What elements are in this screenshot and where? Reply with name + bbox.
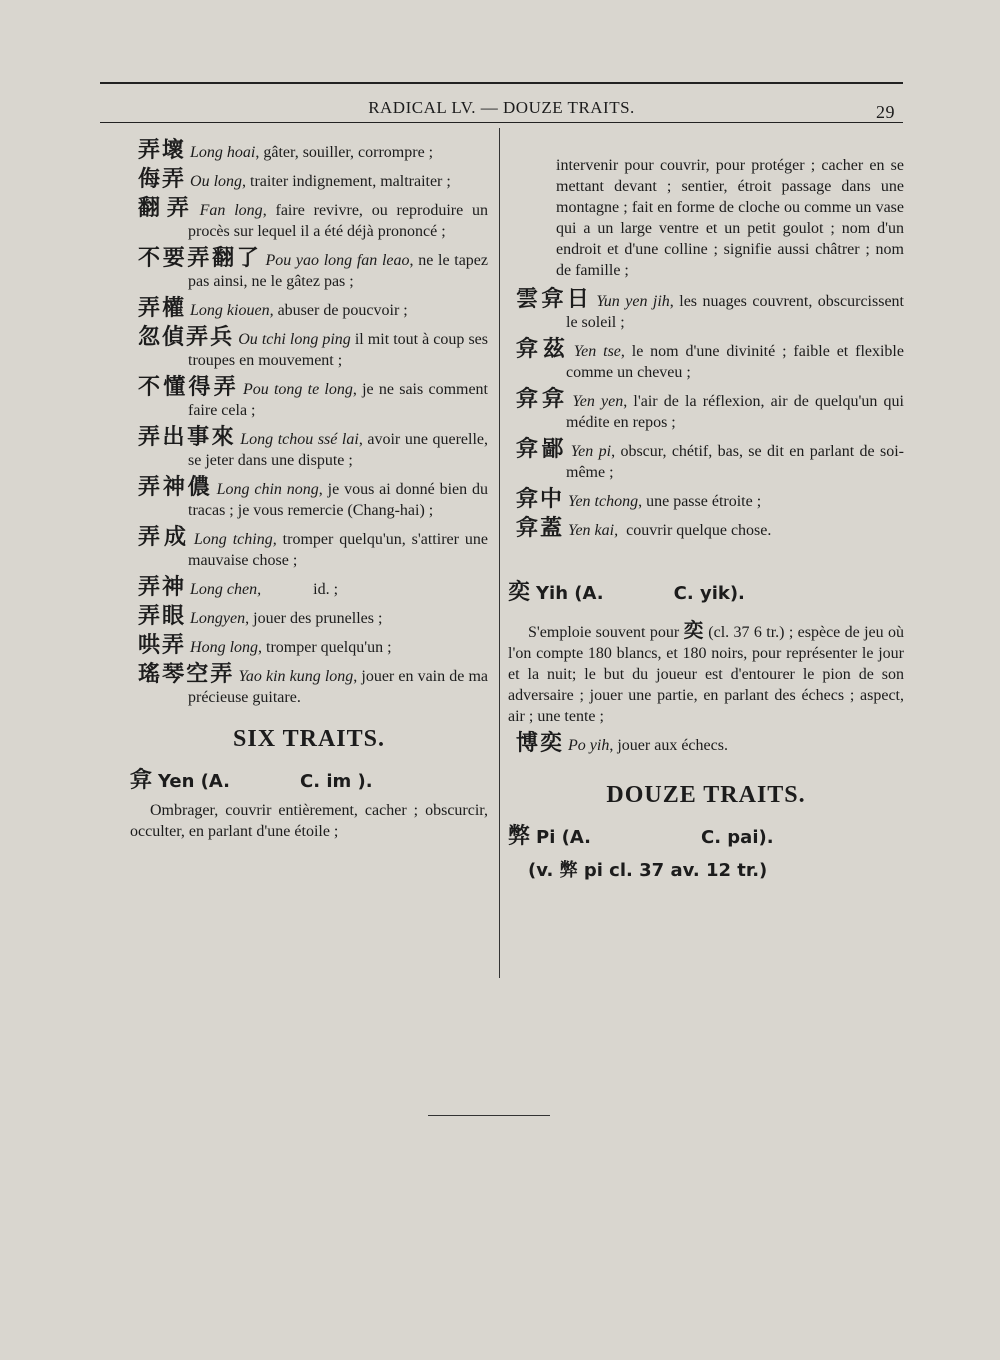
character-heading xyxy=(130,763,488,794)
dictionary-entry xyxy=(130,577,488,600)
entry-romanization: Po yih xyxy=(568,737,610,754)
entry-definition: , le nom d'une divinité ; faible et flexible comme un cheveu ; xyxy=(566,343,904,381)
dictionary-entry xyxy=(130,327,488,371)
definition-paragraph xyxy=(508,620,904,727)
dictionary-entry xyxy=(508,489,904,512)
entry-definition: , une passe étroite ; xyxy=(638,493,762,510)
entry-definition: , l'air de la réflexion, air de quelqu'un qui médite en repos ; xyxy=(566,393,904,431)
entry-romanization: Fan long xyxy=(199,202,263,219)
entry-definition: abuser de poucvoir ; xyxy=(273,302,408,319)
dictionary-entry xyxy=(130,635,488,658)
dictionary-entry xyxy=(508,439,904,483)
section-title-douze-traits: DOUZE TRAITS. xyxy=(606,782,806,808)
continued-paragraph: intervenir pour couvrir, pour protéger ; cacher en se mettant devant ; sentier, étroit passage dans une montagne ; fait en forme de cloche ou comme un vase qui a un large ventre et un petit goulot ; nom d'un endroit et d'une colline ; signifie aussi châtrer ; nom de famille ; xyxy=(556,157,904,279)
entry-definition: , jouer en vain de ma précieuse guitare. xyxy=(188,668,488,706)
entry-definition: , obscur, chétif, bas, se dit en parlant de soi-même ; xyxy=(566,443,904,481)
entry-romanization: Ou tchi long ping xyxy=(238,331,351,348)
entry-romanization: Ou long xyxy=(190,173,243,190)
dictionary-entry xyxy=(130,248,488,292)
dictionary-entry xyxy=(508,518,904,541)
dictionary-entry xyxy=(508,289,904,333)
entry-hanzi: 弇弇 xyxy=(516,387,569,412)
dictionary-entry xyxy=(130,606,488,629)
header-rule xyxy=(100,122,903,123)
entry-definition: couvrir quelque chose. xyxy=(618,522,772,539)
dictionary-entry xyxy=(130,664,488,708)
heading-label: Yen (A. xyxy=(158,771,231,792)
heading-label-c: C. pai). xyxy=(700,827,774,848)
entry-definition: , je vous ai donné bien du tracas ; je vous remercie (Chang-hai) ; xyxy=(188,481,488,519)
entry-definition: , tromper quelqu'un ; xyxy=(258,639,392,656)
entry-romanization: Pou tong te long xyxy=(242,381,353,398)
entry-romanization: Yen pi xyxy=(570,443,612,460)
character-heading xyxy=(508,575,904,606)
entry-definition: tromper quelqu'un, s'attirer une mauvaise chose ; xyxy=(188,531,488,569)
heading-label: Yih (A. xyxy=(536,583,604,604)
entry-romanization: Long tching, xyxy=(193,531,277,548)
page-number: 29 xyxy=(876,102,895,122)
paragraph-text: S'emploie souvent pour xyxy=(528,624,684,641)
entry-romanization: Long kiouen, xyxy=(190,302,274,319)
cross-reference: (v. 弊 pi cl. 37 av. 12 tr.) xyxy=(528,860,768,881)
entry-romanization: Long chin nong xyxy=(216,481,319,498)
entry-romanization: Yen tse xyxy=(573,343,621,360)
entry-romanization: Pou yao long fan leao xyxy=(265,252,410,269)
entry-definition: , les nuages couvrent, obscurcissent le soleil ; xyxy=(566,293,904,331)
entry-definition: , avoir une querelle, se jeter dans une dispute ; xyxy=(188,431,489,469)
entry-hanzi: 弄神 xyxy=(138,575,187,600)
entry-hanzi: 弄權 xyxy=(138,296,187,321)
dictionary-entry xyxy=(130,427,488,471)
entry-hanzi: 弄神儂 xyxy=(138,475,213,500)
left-column xyxy=(130,140,488,842)
entry-romanization: Hong long xyxy=(190,639,259,656)
entry-hanzi: 弇鄙 xyxy=(516,437,567,462)
entry-romanization: Long hoai xyxy=(190,144,256,161)
entry-romanization: Yen tchong xyxy=(568,493,639,510)
entry-romanization: Longyen xyxy=(190,610,246,627)
entry-romanization: Long tchou ssé lai xyxy=(240,431,359,448)
entry-hanzi: 忽偵弄兵 xyxy=(138,325,235,350)
entry-definition: , jouer aux échecs. xyxy=(609,737,728,754)
entry-hanzi: 哄弄 xyxy=(138,633,187,658)
entry-definition: , gâter, souiller, corrompre ; xyxy=(255,144,434,161)
running-title: RADICAL LV. — DOUZE TRAITS. xyxy=(368,98,635,117)
entry-hanzi: 不要弄翻了 xyxy=(138,246,262,271)
entry-definition: id. ; xyxy=(261,581,339,598)
entry-hanzi: 不懂得弄 xyxy=(138,375,239,400)
entry-romanization: Long chen, xyxy=(190,581,262,598)
entry-hanzi: 弄出事來 xyxy=(138,425,237,450)
entry-hanzi: 弇蓋 xyxy=(516,516,565,541)
entry-definition: , ne le tapez pas ainsi, ne le gâtez pas ; xyxy=(188,252,488,290)
entry-hanzi: 翻弄 xyxy=(138,196,196,221)
footer-rule xyxy=(428,1115,550,1116)
entry-romanization: Yao kin kung long xyxy=(238,668,354,685)
dictionary-entry xyxy=(508,733,904,756)
entry-definition: il mit tout à coup ses troupes en mouvement ; xyxy=(188,331,488,369)
dictionary-entry xyxy=(130,169,488,192)
heading-hanzi: 弇 xyxy=(130,768,153,793)
dictionary-entry xyxy=(130,298,488,321)
entry-hanzi: 雲弇日 xyxy=(516,287,593,312)
dictionary-entry xyxy=(130,198,488,242)
top-rule xyxy=(100,82,903,84)
heading-label-c: C. yik). xyxy=(673,583,745,604)
entry-hanzi: 弇中 xyxy=(516,487,565,512)
page-header xyxy=(100,96,903,122)
dictionary-entry xyxy=(508,339,904,383)
dictionary-entry xyxy=(130,527,488,571)
entry-romanization: Yen kai, xyxy=(568,522,619,539)
character-heading xyxy=(508,819,904,850)
dictionary-entry xyxy=(508,389,904,433)
dictionary-entry xyxy=(130,140,488,163)
inline-hanzi: 奕 xyxy=(683,618,704,642)
entry-definition: , je ne sais comment faire cela ; xyxy=(188,381,488,419)
right-column xyxy=(508,155,904,888)
entry-romanization: Yen yen xyxy=(572,393,624,410)
dictionary-entry xyxy=(130,377,488,421)
entry-definition: , jouer des prunelles ; xyxy=(245,610,383,627)
entry-hanzi: 博奕 xyxy=(516,731,565,756)
heading-hanzi: 弊 xyxy=(508,824,531,849)
entry-hanzi: 瑤琴空弄 xyxy=(138,662,235,687)
entry-hanzi: 弄壞 xyxy=(138,138,187,163)
column-divider xyxy=(499,128,500,978)
entry-hanzi: 弄眼 xyxy=(138,604,187,629)
heading-label-c: C. im ). xyxy=(300,771,373,792)
entry-romanization: Yun yen jih xyxy=(596,293,670,310)
entry-hanzi: 弇茲 xyxy=(516,337,570,362)
section-title-six-traits: SIX TRAITS. xyxy=(233,726,385,752)
entry-definition: , faire revivre, ou reproduire un procès sur lequel il a été déjà prononcé ; xyxy=(188,202,489,240)
entry-definition: , traiter indignement, maltraiter ; xyxy=(242,173,451,190)
dictionary-entry xyxy=(130,477,488,521)
entry-hanzi: 侮弄 xyxy=(138,167,187,192)
heading-label: Pi (A. xyxy=(536,827,591,848)
heading-hanzi: 奕 xyxy=(508,580,531,605)
definition-paragraph: Ombrager, couvrir entièrement, cacher ; obscurcir, occulter, en parlant d'une étoile ; xyxy=(130,802,488,840)
paragraph-text: (cl. 37 6 tr.) ; espèce de jeu où l'on compte 180 blancs, et 180 noirs, pour représenter le jour et la nuit; le but du joueur est d'entourer le pion de son adversaire ; jouer une partie, en parlant des échecs ; aspect, air ; une tente ; xyxy=(508,624,905,725)
entry-hanzi: 弄成 xyxy=(138,525,190,550)
